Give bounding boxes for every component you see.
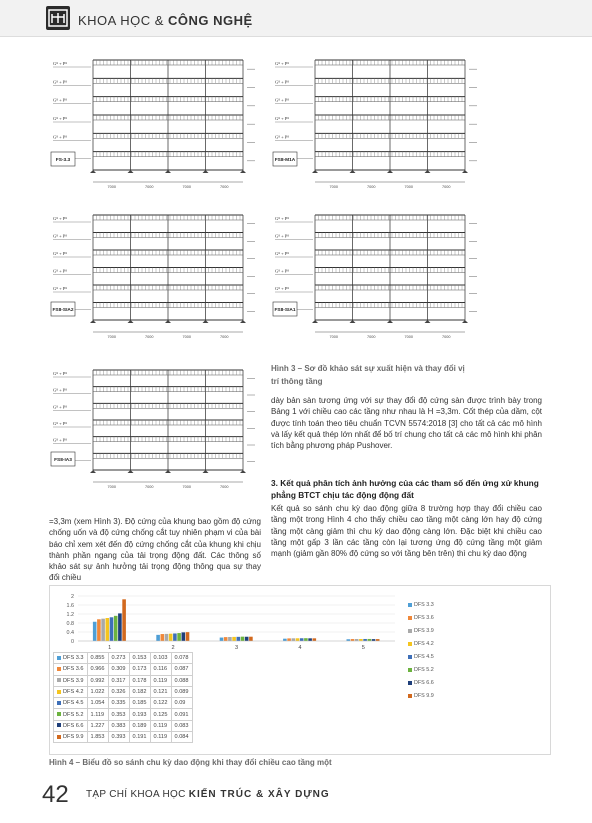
storey-label: G⁸ + P⁸ <box>53 134 67 140</box>
series-swatch <box>57 723 61 727</box>
span-label: 7000 <box>329 335 338 339</box>
legend-swatch <box>408 603 412 607</box>
series-name: DFS 3.3 <box>63 655 84 662</box>
section-3-heading: 3. Kết quả phân tích ảnh hưởng của các tham số đến ứng xử khung phẳng BTCT chịu tác động động đất <box>271 478 539 500</box>
legend-item <box>408 693 434 699</box>
value-cell: 0.125 <box>150 709 171 720</box>
bar <box>173 633 177 641</box>
bar <box>368 639 372 641</box>
value-cell: 0.966 <box>87 664 108 675</box>
bar <box>122 599 126 641</box>
span-label: 7000 <box>404 185 413 189</box>
series-swatch <box>57 678 61 682</box>
storey-label: G⁸ + P⁸ <box>275 216 289 221</box>
frame-diagram-2 <box>271 50 483 200</box>
table-row <box>54 675 193 686</box>
bar <box>359 639 363 641</box>
value-cell: 0.383 <box>108 720 129 731</box>
frame-diagram-5 <box>49 360 261 500</box>
value-cell: 0.119 <box>150 732 171 743</box>
storey-label: G⁸ + P⁸ <box>53 437 67 443</box>
value-cell: 0.855 <box>87 653 108 664</box>
legend-swatch <box>408 655 412 659</box>
x-tick-label: 2 <box>171 645 175 651</box>
storey-label: G⁸ + P⁸ <box>53 116 67 121</box>
value-cell: 0.084 <box>171 732 192 743</box>
storey-label: G⁸ + P⁸ <box>53 216 67 221</box>
x-tick-label: 5 <box>361 645 365 651</box>
value-cell: 0.393 <box>108 732 129 743</box>
value-cell: 1.227 <box>87 720 108 731</box>
table-row <box>54 653 193 664</box>
y-tick-label: 1.2 <box>66 612 74 618</box>
x-tick-label: 4 <box>298 645 302 651</box>
frame-diagram-4 <box>271 205 483 350</box>
value-cell: 0.09 <box>171 698 192 709</box>
y-tick-label: 0.8 <box>66 621 74 627</box>
storey-label: G⁸ + P⁸ <box>53 387 67 393</box>
bar <box>101 619 105 641</box>
value-cell: 0.182 <box>129 686 150 697</box>
legend-swatch <box>408 681 412 685</box>
y-tick-label: 0 <box>71 639 74 645</box>
span-label: 7000 <box>145 335 154 339</box>
bar <box>363 639 367 641</box>
bar <box>296 638 300 641</box>
bar <box>228 637 232 641</box>
series-name: DFS 4.5 <box>63 700 84 707</box>
value-cell: 0.091 <box>171 709 192 720</box>
storey-label: G⁸ + P⁸ <box>275 61 289 66</box>
frame-id-label: FS-3.3 <box>55 158 71 163</box>
bar <box>304 638 308 641</box>
value-cell: 0.083 <box>171 720 192 731</box>
frame-diagram-1 <box>49 50 261 200</box>
journal-name: TẠP CHÍ KHOA HỌC KIẾN TRÚC & XÂY DỰNG <box>86 789 330 800</box>
storey-label: G⁸ + P⁸ <box>53 268 67 274</box>
figure-3-caption: Hình 3 – Sơ đồ khảo sát sự xuất hiện và thay đổi vị trí thông tầng <box>271 364 465 386</box>
legend-item <box>408 641 434 647</box>
bar <box>106 618 110 641</box>
series-swatch <box>57 656 61 660</box>
series-swatch <box>57 735 61 739</box>
span-label: 7000 <box>404 335 413 339</box>
storey-label: G⁸ + P⁸ <box>275 134 289 140</box>
storey-label: G⁸ + P⁸ <box>275 79 289 85</box>
series-name-cell <box>54 720 88 731</box>
value-cell: 0.119 <box>150 720 171 731</box>
series-name: DFS 9.9 <box>63 734 84 741</box>
storey-label: G⁸ + P⁸ <box>53 404 67 410</box>
value-cell: 1.119 <box>87 709 108 720</box>
x-tick-label: 3 <box>234 645 239 651</box>
right-paragraph-2: Kết quả so sánh chu kỳ dao động giữa 8 trường hợp thay đổi chiều cao tầng một trong Hình 4 cho thấy chiều cao tầng một càng lớn hay độ cứng tầng một càng giảm thì chu kỳ dao động càng lớn. Đặc biệt khi chiều cao tầng một gấp 3 lần các tầng còn lại tương ứng độ cứng tầng một giảm mạnh (giảm gần 80% độ cứng so với tầng bên trên) thì chu kỳ dao động <box>271 504 542 559</box>
section-title: KHOA HỌC & CÔNG NGHỆ <box>78 13 253 28</box>
frame-diagram-3 <box>49 205 261 350</box>
x-tick-label: 1 <box>108 645 112 651</box>
series-name-cell <box>54 709 88 720</box>
bar <box>169 634 173 641</box>
bar <box>241 637 245 641</box>
bar <box>186 632 190 641</box>
storey-label: G⁸ + P⁸ <box>275 97 289 103</box>
span-label: 7000 <box>107 185 116 189</box>
figure-4-caption: Hình 4 – Biểu đồ so sánh chu kỳ dao động khi thay đổi chiều cao tầng một <box>49 758 332 767</box>
series-name: DFS 6.6 <box>63 722 84 729</box>
legend-swatch <box>408 616 412 620</box>
span-label: 7000 <box>107 485 116 489</box>
storey-label: G⁸ + P⁸ <box>275 268 289 274</box>
bar <box>245 637 249 641</box>
storey-label: G⁸ + P⁸ <box>53 251 67 256</box>
bar <box>93 622 97 641</box>
legend-swatch <box>408 642 412 646</box>
bar <box>118 613 122 641</box>
legend-item <box>408 615 434 621</box>
value-cell: 0.087 <box>171 664 192 675</box>
page-header <box>0 0 592 37</box>
value-cell: 0.191 <box>129 732 150 743</box>
series-name-cell <box>54 686 88 697</box>
span-label: 7000 <box>442 185 451 189</box>
y-tick-label: 2 <box>71 594 74 600</box>
value-cell: 0.153 <box>129 653 150 664</box>
value-cell: 1.853 <box>87 732 108 743</box>
figure-4-chart <box>49 585 551 755</box>
frame-id-label: FS8-SIA2 <box>52 308 74 313</box>
series-name-cell <box>54 698 88 709</box>
value-cell: 0.173 <box>129 664 150 675</box>
value-cell: 0.089 <box>171 686 192 697</box>
table-row <box>54 698 193 709</box>
storey-label: G⁸ + P⁸ <box>53 97 67 103</box>
value-cell: 0.088 <box>171 675 192 686</box>
bar <box>182 632 186 641</box>
frame-id-label: FS8-SIA1 <box>274 308 296 313</box>
table-row <box>54 709 193 720</box>
value-cell: 0.335 <box>108 698 129 709</box>
value-cell: 0.122 <box>150 698 171 709</box>
span-label: 7000 <box>220 485 229 489</box>
bar <box>224 637 228 641</box>
value-cell: 0.317 <box>108 675 129 686</box>
table-row <box>54 720 193 731</box>
bar <box>161 634 165 641</box>
chart-data-table <box>53 652 193 743</box>
y-tick-label: 0.4 <box>66 630 74 636</box>
bar-chart <box>50 586 400 652</box>
value-cell: 0.078 <box>171 653 192 664</box>
legend-swatch <box>408 629 412 633</box>
left-paragraph: =3,3m (xem Hình 3). Độ cứng của khung bao gồm độ cứng chống uốn và độ cứng chống cắt tuy nhiên phạm vi của bài báo chỉ xem xét đến độ cứng chống cắt của khung khi chịu thành phần ngang của tải trọng động đất. Các thông số khảo sát sự ảnh hưởng tải trọng động thông qua sự thay đổi chiều <box>49 517 261 583</box>
storey-label: G⁸ + P⁸ <box>53 421 67 426</box>
bar <box>110 617 114 641</box>
legend-label: DFS 4.5 <box>414 654 434 660</box>
series-name: DFS 3.9 <box>63 677 84 684</box>
legend-label: DFS 3.9 <box>414 628 434 634</box>
legend-label: DFS 4.2 <box>414 641 434 647</box>
legend-swatch <box>408 694 412 698</box>
series-name-cell <box>54 675 88 686</box>
span-label: 7000 <box>145 185 154 189</box>
bar <box>249 637 253 641</box>
span-label: 7000 <box>182 185 191 189</box>
value-cell: 0.309 <box>108 664 129 675</box>
bar <box>177 633 181 641</box>
bar <box>97 619 101 641</box>
series-name-cell <box>54 664 88 675</box>
legend-label: DFS 9.9 <box>414 693 434 699</box>
page-number: 42 <box>42 781 69 808</box>
value-cell: 0.193 <box>129 709 150 720</box>
table-row <box>54 732 193 743</box>
storey-label: G⁸ + P⁸ <box>53 61 67 66</box>
legend-swatch <box>408 668 412 672</box>
series-swatch <box>57 712 61 716</box>
table-row <box>54 686 193 697</box>
span-label: 7000 <box>220 185 229 189</box>
bar <box>156 635 160 641</box>
frame-id-label: FS8-M1A <box>274 158 296 163</box>
value-cell: 0.116 <box>150 664 171 675</box>
storey-label: G⁸ + P⁸ <box>53 79 67 85</box>
value-cell: 0.189 <box>129 720 150 731</box>
legend-item <box>408 654 434 660</box>
journal-logo <box>46 6 70 30</box>
legend-item <box>408 628 434 634</box>
bar <box>237 637 241 641</box>
legend-label: DFS 3.6 <box>414 615 434 621</box>
series-name: DFS 3.6 <box>63 666 84 673</box>
legend-label: DFS 5.2 <box>414 667 434 673</box>
bar <box>165 634 169 641</box>
series-swatch <box>57 701 61 705</box>
value-cell: 0.103 <box>150 653 171 664</box>
series-swatch <box>57 667 61 671</box>
bar <box>313 638 317 641</box>
value-cell: 0.119 <box>150 675 171 686</box>
bar <box>283 639 287 641</box>
legend-item <box>408 667 434 673</box>
span-label: 7000 <box>220 335 229 339</box>
storey-label: G⁸ + P⁸ <box>53 371 67 376</box>
value-cell: 0.353 <box>108 709 129 720</box>
value-cell: 0.273 <box>108 653 129 664</box>
table-row <box>54 664 193 675</box>
span-label: 7000 <box>367 335 376 339</box>
bar <box>287 638 291 641</box>
chart-legend <box>408 602 488 722</box>
legend-item <box>408 680 434 686</box>
series-name: DFS 4.2 <box>63 689 84 696</box>
span-label: 7000 <box>442 335 451 339</box>
series-name-cell <box>54 732 88 743</box>
series-name: DFS 5.2 <box>63 711 84 718</box>
bar <box>220 638 224 641</box>
storey-label: G⁸ + P⁸ <box>53 233 67 239</box>
value-cell: 0.178 <box>129 675 150 686</box>
value-cell: 0.185 <box>129 698 150 709</box>
series-name-cell <box>54 653 88 664</box>
storey-label: G⁸ + P⁸ <box>53 286 67 291</box>
right-paragraph-1: dày bản sàn tương ứng với sự thay đổi độ cứng sàn được trình bày trong Bảng 1 với chiều cao các tầng như nhau là H =3,3m. Cốt thép của dầm, cột được tính toán theo tiêu chuẩn TCVN 5574:2018 [3] cho tất cả các mô hình và lấy kết quả thép lớn nhất để bố trí chung cho tất cả các mô hình khi phân tích bằng phương pháp Pushover. <box>271 396 542 451</box>
value-cell: 0.992 <box>87 675 108 686</box>
storey-label: G⁸ + P⁸ <box>275 116 289 121</box>
value-cell: 0.121 <box>150 686 171 697</box>
frame-id-label: FS8-IA3 <box>54 458 72 463</box>
storey-label: G⁸ + P⁸ <box>275 251 289 256</box>
span-label: 7000 <box>145 485 154 489</box>
legend-label: DFS 3.3 <box>414 602 434 608</box>
legend-item <box>408 602 434 608</box>
span-label: 7000 <box>367 185 376 189</box>
span-label: 7000 <box>182 335 191 339</box>
bar <box>232 637 236 641</box>
bar <box>114 616 118 641</box>
span-label: 7000 <box>329 185 338 189</box>
bar <box>300 638 304 641</box>
storey-label: G⁸ + P⁸ <box>275 233 289 239</box>
value-cell: 1.022 <box>87 686 108 697</box>
y-tick-label: 1.6 <box>66 603 74 609</box>
span-label: 7000 <box>107 335 116 339</box>
value-cell: 0.326 <box>108 686 129 697</box>
value-cell: 1.054 <box>87 698 108 709</box>
storey-label: G⁸ + P⁸ <box>275 286 289 291</box>
bar <box>292 638 296 641</box>
bar <box>308 638 312 641</box>
series-swatch <box>57 690 61 694</box>
legend-label: DFS 6.6 <box>414 680 434 686</box>
span-label: 7000 <box>182 485 191 489</box>
